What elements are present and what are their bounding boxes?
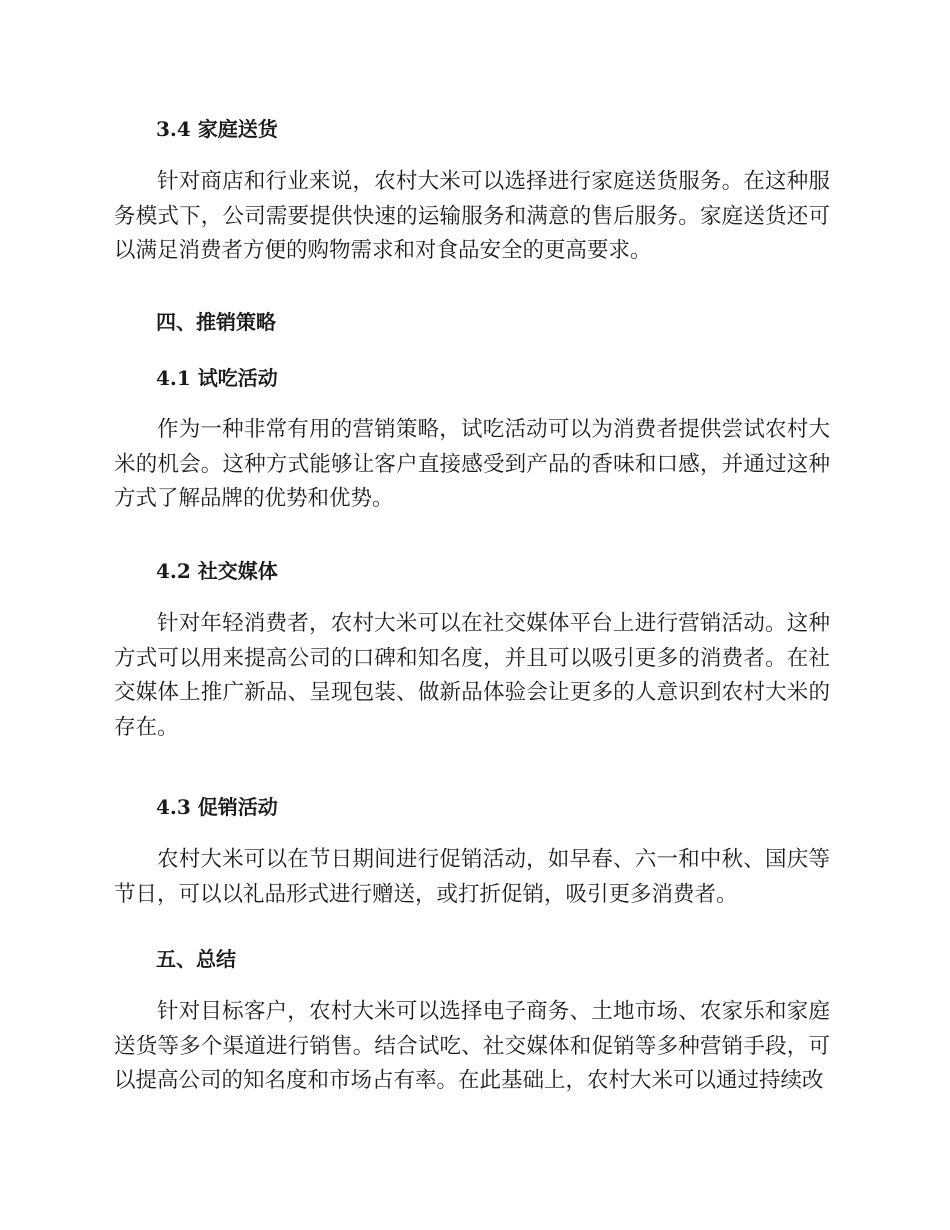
paragraph-promotion: 农村大米可以在节日期间进行促销活动，如早春、六一和中秋、国庆等节日，可以以礼品形式进行赠送，或打折促销，吸引更多消费者。 xyxy=(114,847,830,907)
paragraph-summary: 针对目标客户，农村大米可以选择电子商务、土地市场、农家乐和家庭送货等多个渠道进行销售。结合试吃、社交媒体和促销等多种营销手段，可以提高公司的知名度和市场占有率。在此基础上，农村大米可以通过持续改 xyxy=(114,999,830,1093)
paragraph-social-media: 针对年轻消费者，农村大米可以在社交媒体平台上进行营销活动。这种方式可以用来提高公司的口碑和知名度，并且可以吸引更多的消费者。在社交媒体上推广新品、呈现包装、做新品体验会让更多的人意识到农村大米的存在。 xyxy=(114,611,830,740)
paragraph-home-delivery: 针对商店和行业来说，农村大米可以选择进行家庭送货服务。在这种服务模式下，公司需要提供快速的运输服务和满意的售后服务。家庭送货还可以满足消费者方便的购物需求和对食品安全的更高要求。 xyxy=(114,169,830,263)
chapter-heading-5: 五、总结 xyxy=(156,947,236,971)
section-heading-4-1: 4.1 试吃活动 xyxy=(156,366,278,390)
chapter-heading-4: 四、推销策略 xyxy=(156,310,276,334)
section-heading-4-3: 4.3 促销活动 xyxy=(156,795,278,819)
section-heading-4-2: 4.2 社交媒体 xyxy=(156,559,278,583)
paragraph-tasting-event: 作为一种非常有用的营销策略，试吃活动可以为消费者提供尝试农村大米的机会。这种方式能够让客户直接感受到产品的香味和口感，并通过这种方式了解品牌的优势和优势。 xyxy=(114,417,830,511)
section-heading-3-4: 3.4 家庭送货 xyxy=(156,117,278,141)
